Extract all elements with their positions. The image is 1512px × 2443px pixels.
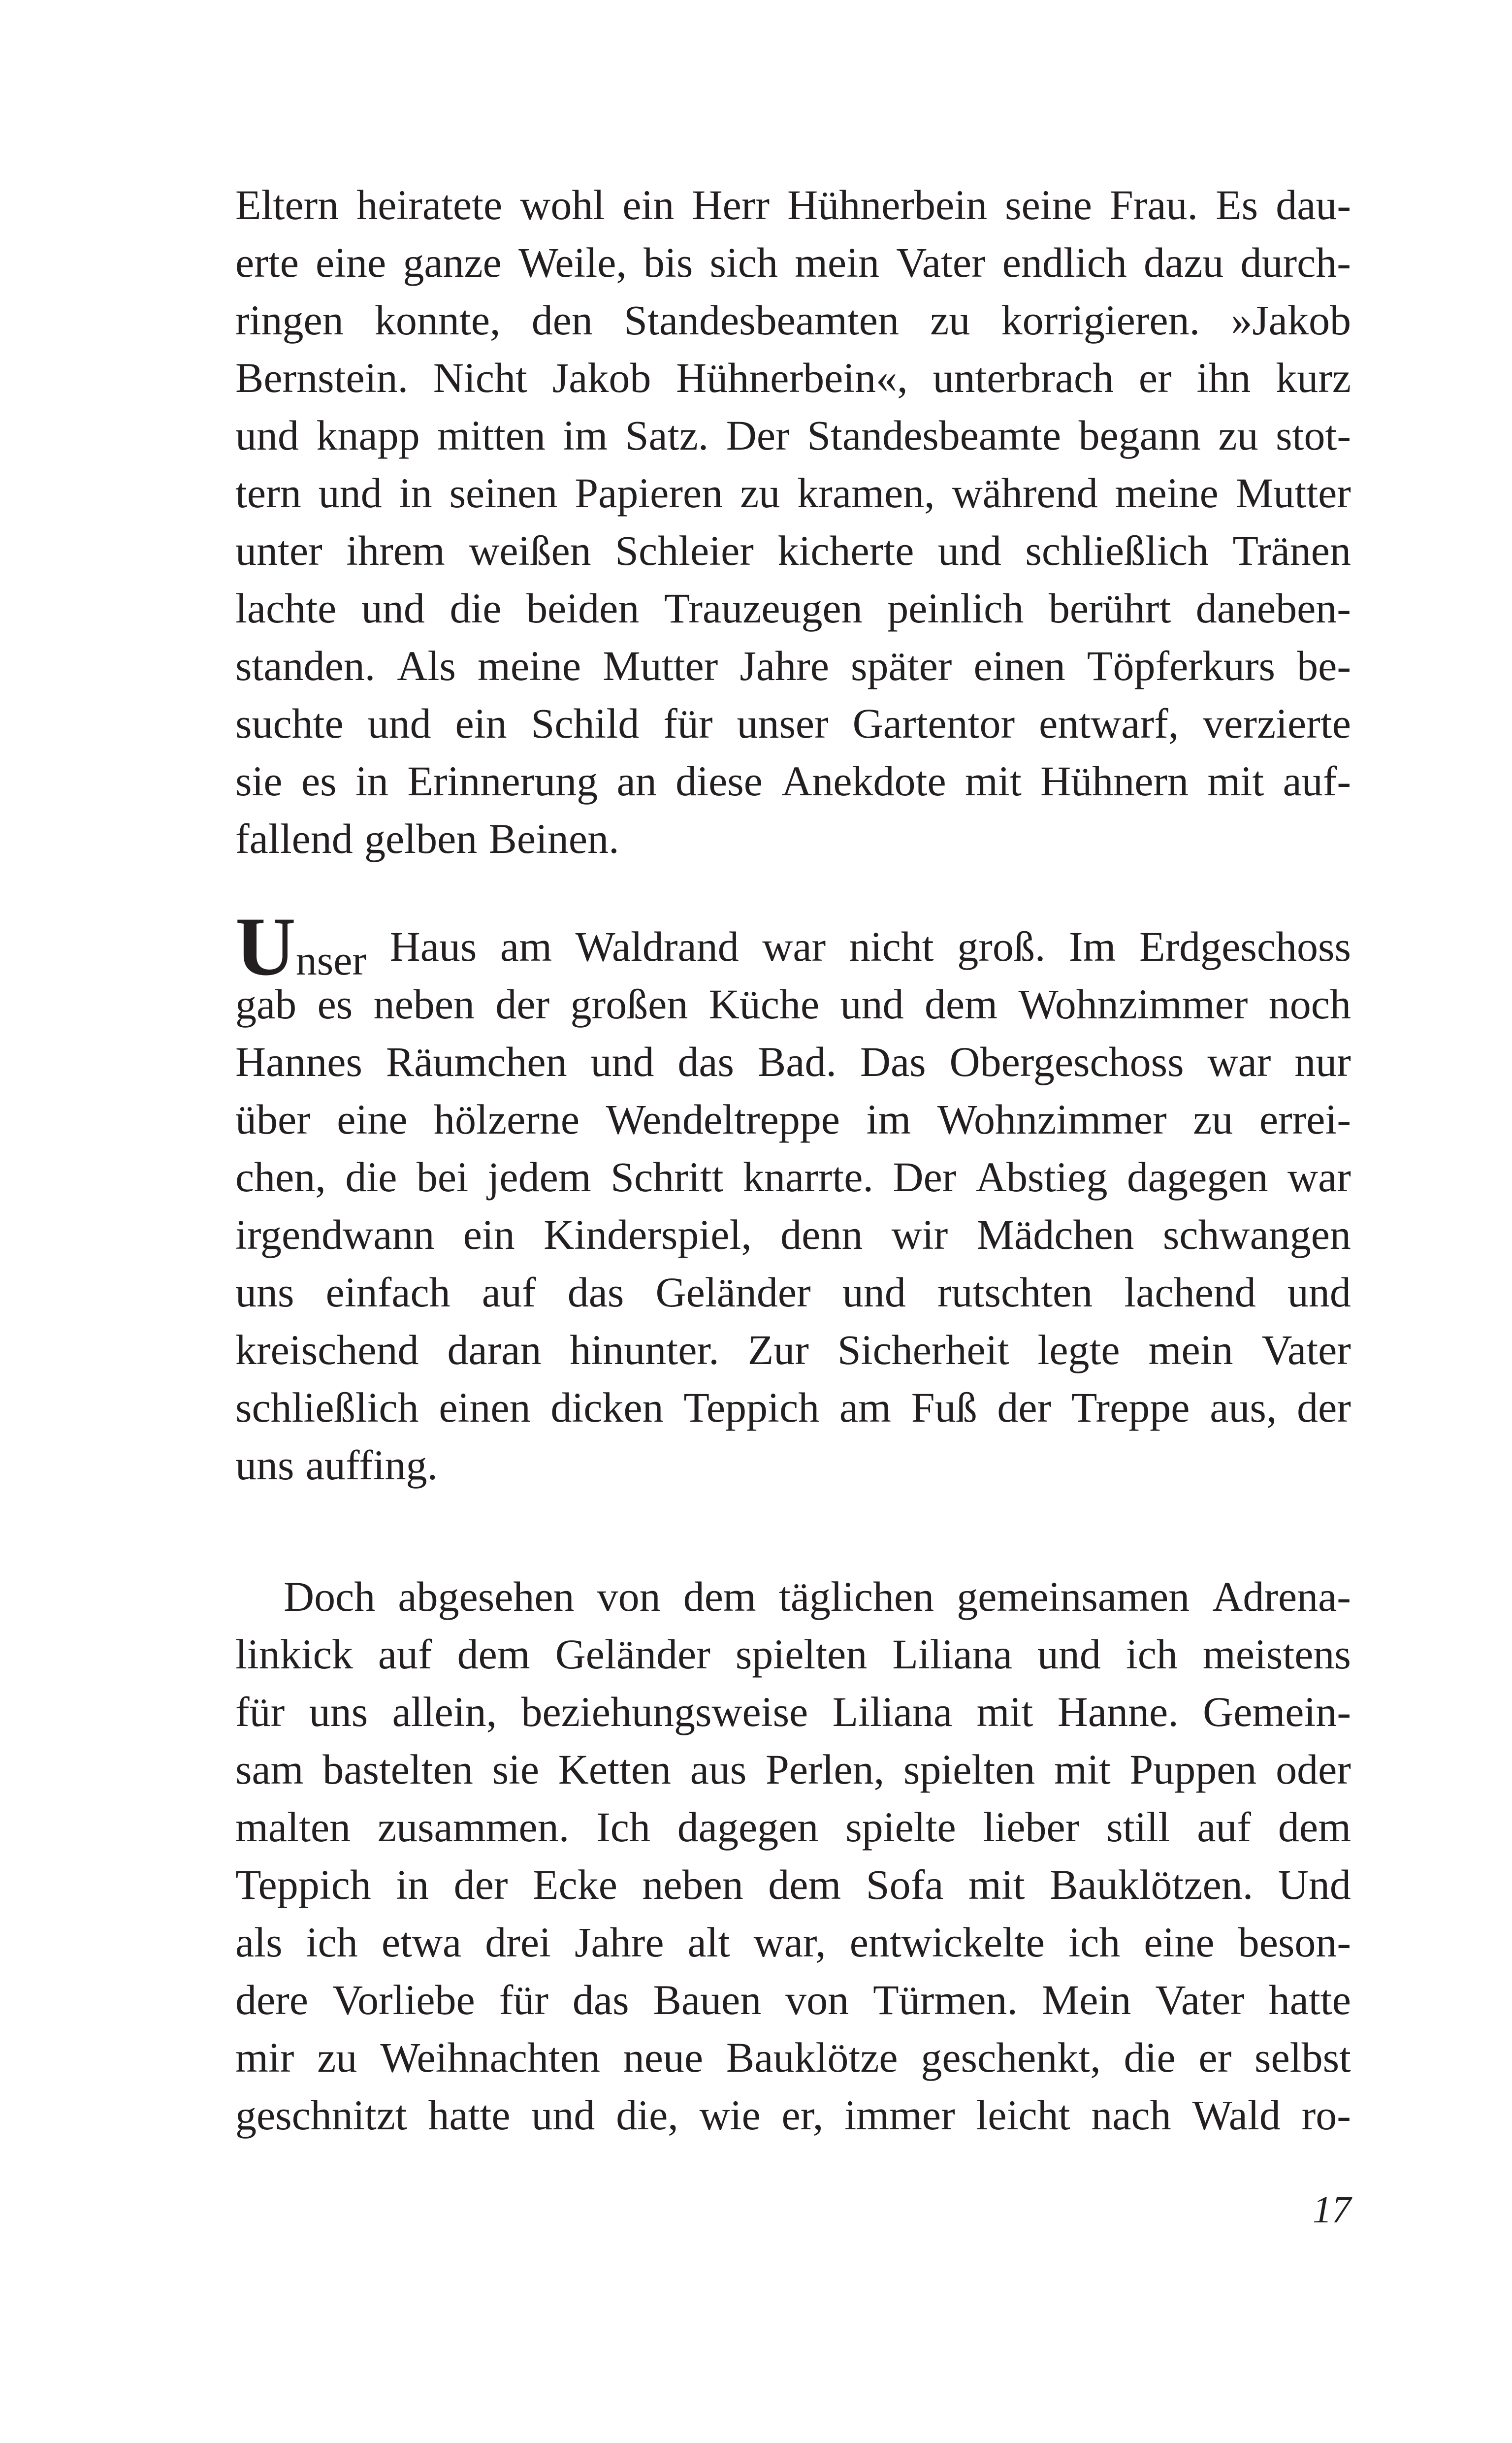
paragraph-2 xyxy=(235,900,1351,1494)
text-line: uns einfach auf das Geländer und rutschten lachend und xyxy=(235,1269,1351,1316)
text-line: Doch abgesehen von dem täglichen gemeinsamen Adrena- xyxy=(284,1573,1351,1620)
paragraph-3 xyxy=(235,1568,1351,2144)
text-line: gab es neben der großen Küche und dem Wohnzimmer noch xyxy=(235,980,1351,1028)
paragraph-1 xyxy=(235,176,1351,868)
text-line: Bernstein. Nicht Jakob Hühnerbein«, unterbrach er ihn kurz xyxy=(235,354,1351,401)
text-line: lachte und die beiden Trauzeugen peinlich berührt daneben- xyxy=(235,585,1351,632)
text-line: mir zu Weihnachten neue Bauklötze geschenkt, die er selbst xyxy=(235,2034,1351,2081)
text-line: standen. Als meine Mutter Jahre später einen Töpferkurs be- xyxy=(235,642,1351,689)
text-line: uns auffing. xyxy=(235,1441,438,1489)
text-line: erte eine ganze Weile, bis sich mein Vater endlich dazu durch- xyxy=(235,239,1351,286)
text-line: kreischend daran hinunter. Zur Sicherheit legte mein Vater xyxy=(235,1326,1351,1373)
text-line: fallend gelben Beinen. xyxy=(235,815,619,862)
text-line: malten zusammen. Ich dagegen spielte lieber still auf dem xyxy=(235,1803,1351,1851)
text-line: linkick auf dem Geländer spielten Liliana und ich meistens xyxy=(235,1630,1351,1678)
text-line: für uns allein, beziehungsweise Liliana mit Hanne. Gemein- xyxy=(235,1688,1351,1735)
text-line: dere Vorliebe für das Bauen von Türmen. Mein Vater hatte xyxy=(235,1976,1351,2023)
text-line: tern und in seinen Papieren zu kramen, während meine Mutter xyxy=(235,469,1351,517)
text-line: über eine hölzerne Wendeltreppe im Wohnzimmer zu errei- xyxy=(235,1096,1351,1143)
drop-cap: Unser xyxy=(235,900,367,993)
page-number: 17 xyxy=(1313,2188,1351,2231)
text-line: irgendwann ein Kinderspiel, denn wir Mädchen schwangen xyxy=(235,1211,1351,1258)
text-line-dropcap: Unser Haus am Waldrand war nicht groß. Im Erdgeschoss xyxy=(235,900,1351,993)
text-line: ringen konnte, den Standesbeamten zu korrigieren. »Jakob xyxy=(235,296,1351,344)
text-line: sie es in Erinnerung an diese Anekdote mit Hühnern mit auf- xyxy=(235,757,1351,805)
text-line: suchte und ein Schild für unser Gartentor entwarf, verzierte xyxy=(235,700,1351,747)
text-line: schließlich einen dicken Teppich am Fuß der Treppe aus, der xyxy=(235,1384,1351,1431)
text-line: Eltern heiratete wohl ein Herr Hühnerbein seine Frau. Es dau- xyxy=(235,181,1351,228)
text-line: chen, die bei jedem Schritt knarrte. Der Abstieg dagegen war xyxy=(235,1153,1351,1201)
text-line: unter ihrem weißen Schleier kicherte und schließlich Tränen xyxy=(235,527,1351,574)
text-line: sam bastelten sie Ketten aus Perlen, spielten mit Puppen oder xyxy=(235,1746,1351,1793)
text-line: und knapp mitten im Satz. Der Standesbeamte begann zu stot- xyxy=(235,412,1351,459)
text-line: geschnitzt hatte und die, wie er, immer leicht nach Wald ro- xyxy=(235,2091,1351,2139)
text-line: als ich etwa drei Jahre alt war, entwickelte ich eine beson- xyxy=(235,1919,1351,1966)
text-line: Hannes Räumchen und das Bad. Das Obergeschoss war nur xyxy=(235,1038,1351,1085)
text-line: Teppich in der Ecke neben dem Sofa mit Bauklötzen. Und xyxy=(235,1861,1351,1908)
